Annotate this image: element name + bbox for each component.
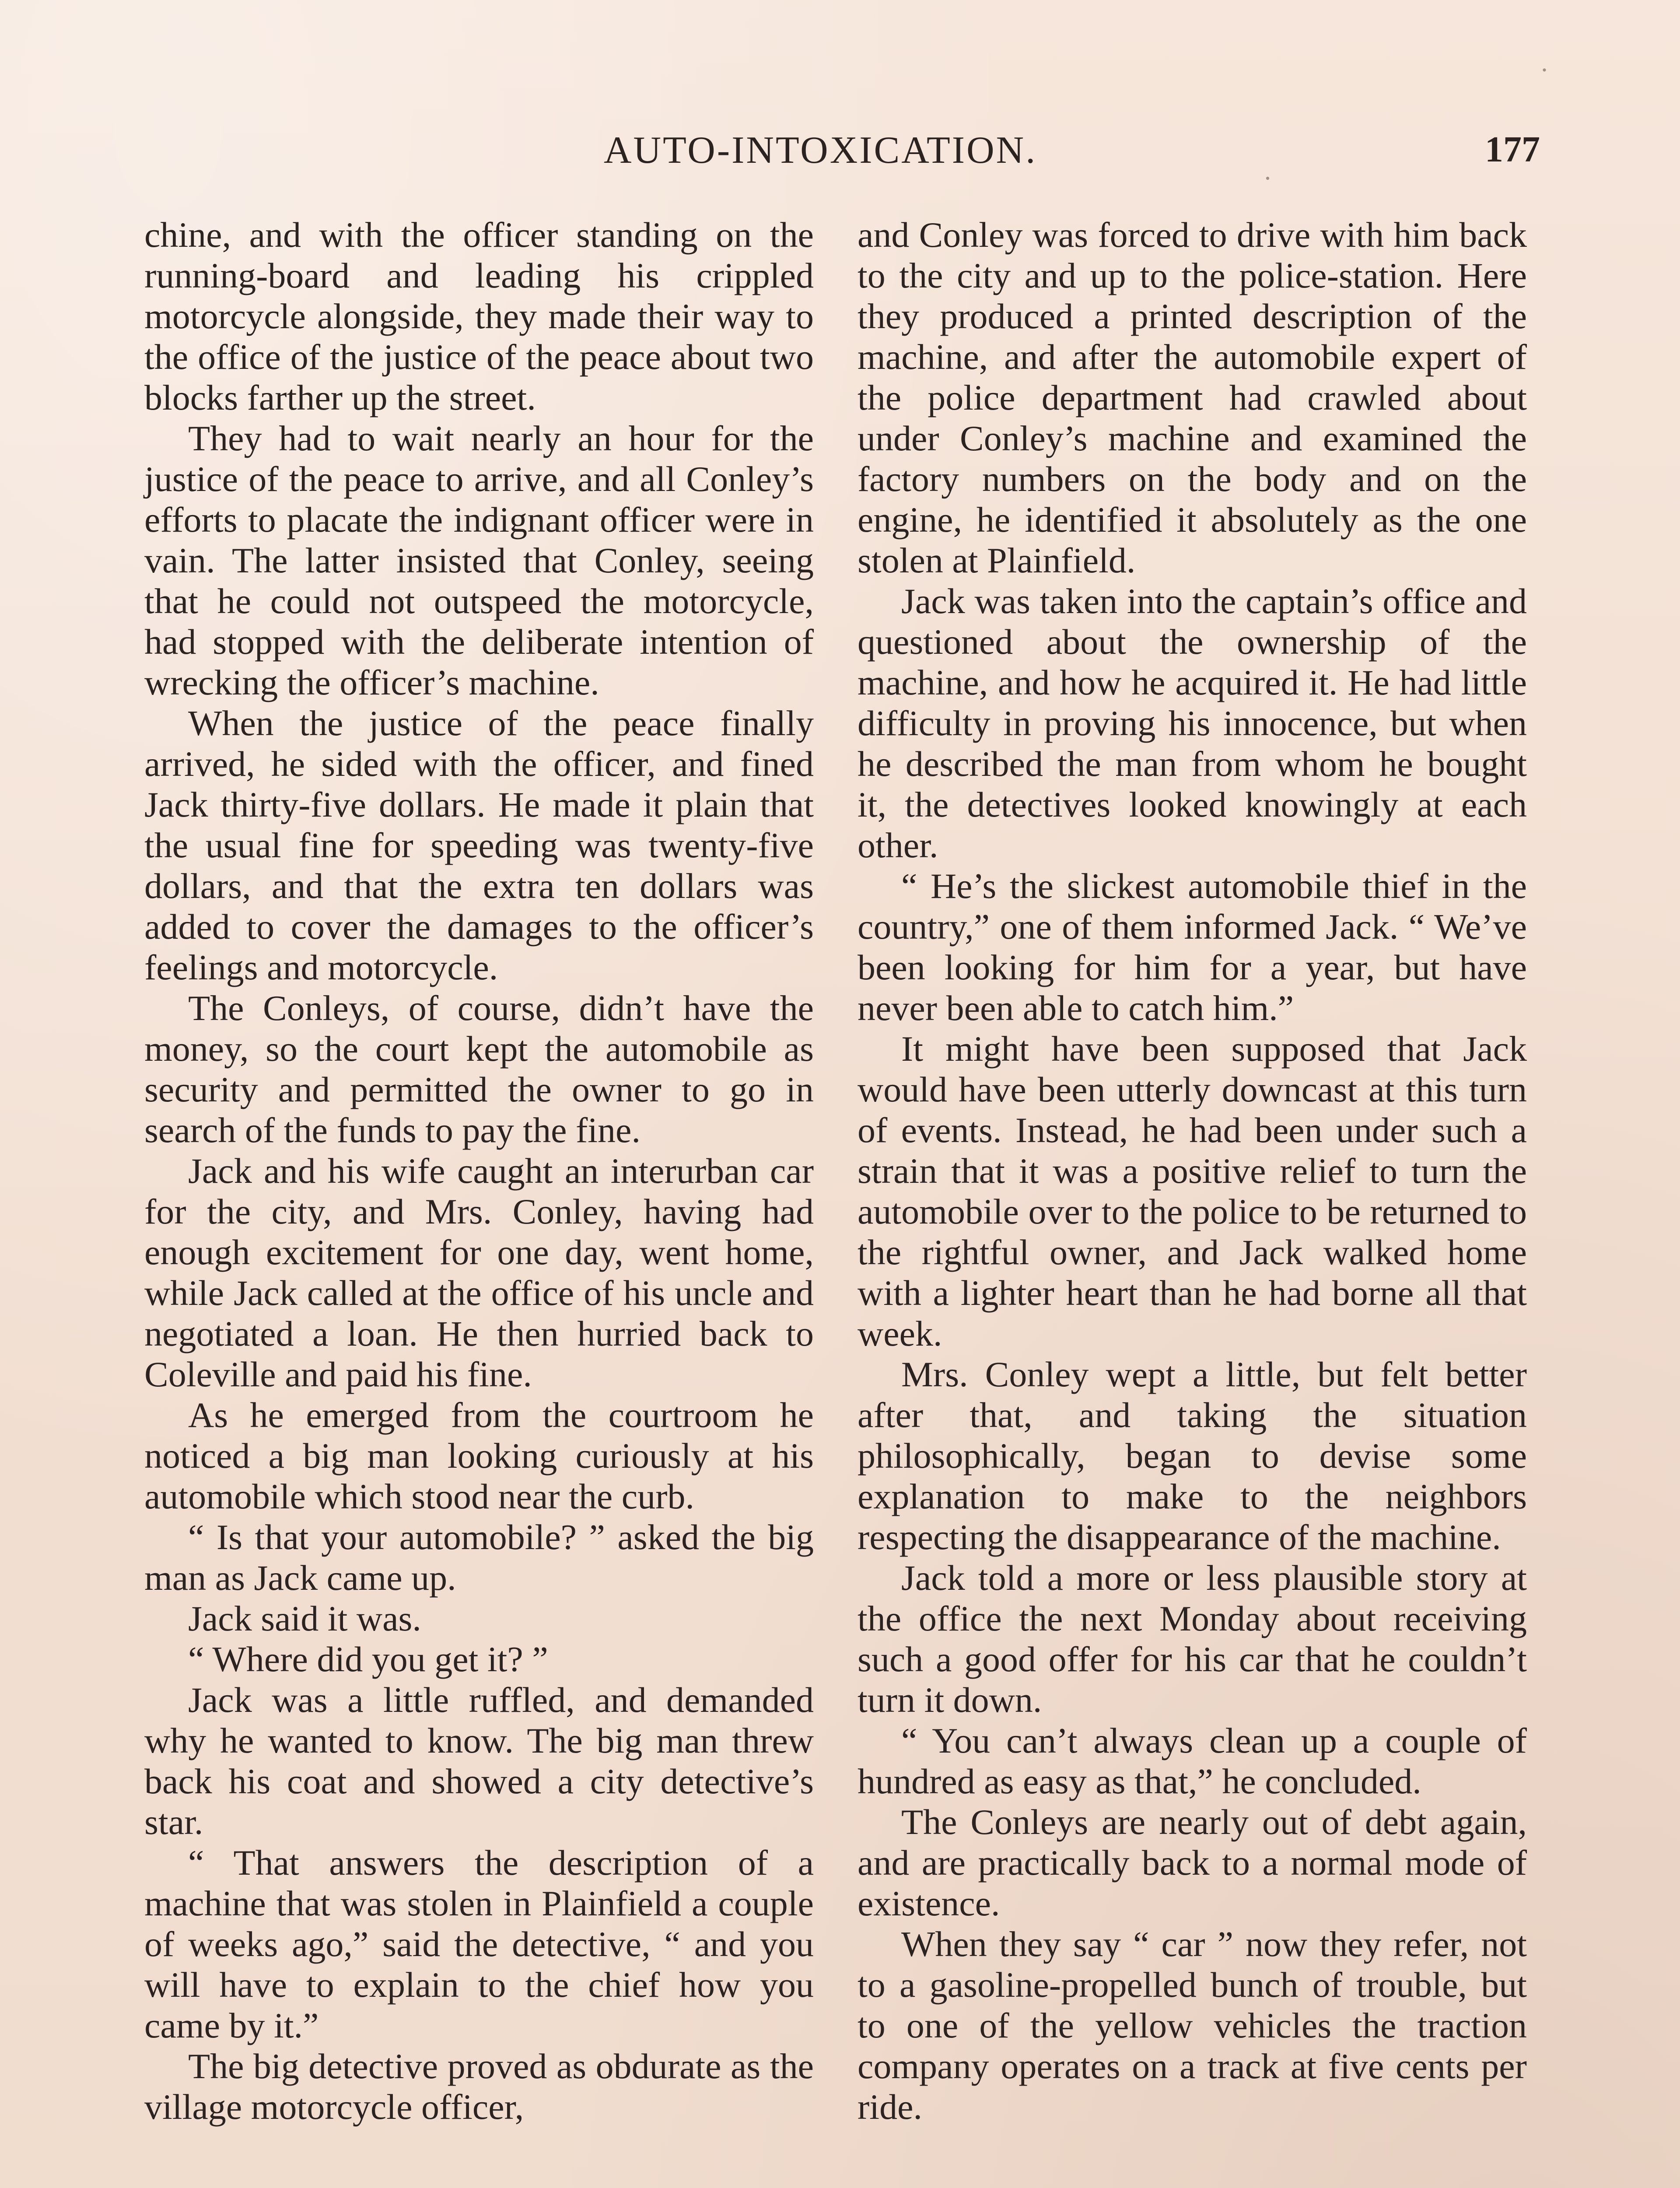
paragraph: Mrs. Conley wept a little, but felt better after that, and taking the situation philosophically, began to devise some explanation to make to the neighbors respecting the disappearance of the machine. [858,1354,1527,1557]
paragraph: Jack and his wife caught an interurban car for the city, and Mrs. Conley, having had enough excitement for one day, went home, while Jack called at the office of his uncle and negotiated a loan. He then hurried back to Coleville and paid his fine. [144,1151,814,1394]
paper-speck: . [1264,156,1271,185]
paragraph: and Conley was forced to drive with him back to the city and up to the police-station. Here they produced a printed description of the machine, and after the automobile expert of the police department had crawled about under Conley’s machine and examined the factory numbers on the body and on the engine, he identified it absolutely as the one stolen at Plainfield. [858,215,1527,580]
paragraph: The Conleys are nearly out of debt again, and are practically back to a normal mode of existence. [858,1802,1527,1923]
paragraph: Jack told a more or less plausible story at the office the next Monday about receiving such a good offer for his car that he couldn’t turn it down. [858,1558,1527,1720]
paragraph: The big detective proved as obdurate as the village motorcycle officer, [144,2046,814,2127]
paper-speck: · [1540,56,1549,84]
running-head: AUTO-INTOXICATION. [604,129,1037,172]
paragraph: Jack was a little ruffled, and demanded why he wanted to know. The big man threw back his coat and showed a city detective’s star. [144,1680,814,1842]
paragraph: chine, and with the officer standing on the running-board and leading his crippled motorcycle alongside, they made their way to the office of the justice of the peace about two blocks farther up the street. [144,215,814,417]
paragraph: When they say “ car ” now they refer, not to a gasoline-propelled bunch of trouble, but to one of the yellow vehicles the traction company operates on a track at five cents per ride. [858,1924,1527,2127]
right-column [858,214,1527,2127]
paragraph: “ Is that your automobile? ” asked the big man as Jack came up. [144,1517,814,1598]
left-column [144,214,814,2127]
paragraph: Jack was taken into the captain’s office and questioned about the ownership of the machine, and how he acquired it. He had little difficulty in proving his innocence, but when he described the man from whom he bought it, the detectives looked knowingly at each other. [858,581,1527,865]
paragraph: They had to wait nearly an hour for the justice of the peace to arrive, and all Conley’s efforts to placate the indignant officer were in vain. The latter insisted that Conley, seeing that he could not outspeed the motorcycle, had stopped with the deliberate intention of wrecking the officer’s machine. [144,418,814,702]
paragraph: “ You can’t always clean up a couple of hundred as easy as that,” he concluded. [858,1721,1527,1801]
paragraph: It might have been supposed that Jack would have been utterly downcast at this turn of events. Instead, he had been under such a strain that it was a positive relief to turn the automobile over to the police to be returned to the rightful owner, and Jack walked home with a lighter heart than he had borne all that week. [858,1029,1527,1353]
paragraph: As he emerged from the courtroom he noticed a big man looking curiously at his automobile which stood near the curb. [144,1395,814,1516]
paragraph: When the justice of the peace finally arrived, he sided with the officer, and fined Jack thirty-five dollars. He made it plain that the usual fine for speeding was twenty-five dollars, and that the extra ten dollars was added to cover the damages to the officer’s feelings and motorcycle. [144,703,814,987]
paragraph: “ That answers the description of a machine that was stolen in Plainfield a couple of weeks ago,” said the detective, “ and you will have to explain to the chief how you came by it.” [144,1843,814,2045]
paragraph: Jack said it was. [188,1599,421,1638]
paragraph: The Conleys, of course, didn’t have the money, so the court kept the automobile as security and permitted the owner to go in search of the funds to pay the fine. [144,988,814,1150]
paragraph: “ He’s the slickest automobile thief in the country,” one of them informed Jack. “ We’ve been looking for him for a year, but have never been able to catch him.” [858,866,1527,1028]
paragraph: “ Where did you get it? ” [188,1639,548,1679]
page-number: 177 [1485,129,1540,170]
